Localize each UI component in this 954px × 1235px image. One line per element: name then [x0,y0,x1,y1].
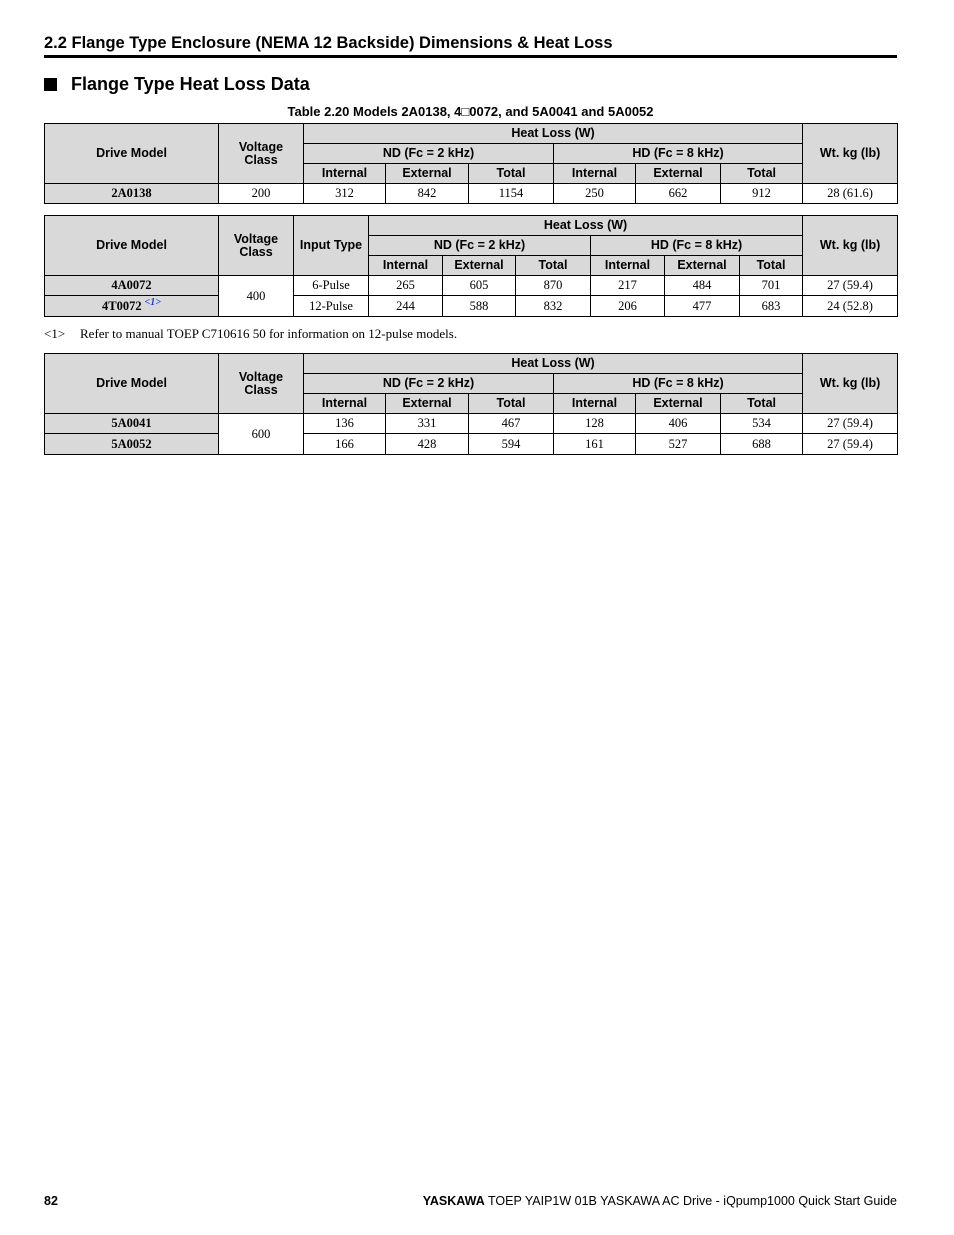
nd-total-cell: 467 [469,414,554,434]
hd-external-cell: 662 [636,184,721,204]
weight-cell: 27 (59.4) [803,276,898,296]
table-row [45,414,898,434]
heat-loss-table-400v [44,215,898,317]
nd-external-cell: 331 [386,414,469,434]
heat-loss-header: Heat Loss (W) [304,124,803,144]
hd-header: HD (Fc = 8 kHz) [591,236,803,256]
nd-total-cell: 832 [516,296,591,317]
hd-total-cell: 912 [721,184,803,204]
page-number: 82 [44,1194,58,1208]
weight-header: Wt. kg (lb) [803,354,898,414]
nd-external-header: External [443,256,516,276]
hd-total-cell: 688 [721,434,803,455]
hd-header: HD (Fc = 8 kHz) [554,374,803,394]
hd-header: HD (Fc = 8 kHz) [554,144,803,164]
nd-external-cell: 588 [443,296,516,317]
hd-external-header: External [636,394,721,414]
footnote-text: Refer to manual TOEP C710616 50 for information on 12-pulse models. [80,326,458,341]
nd-internal-cell: 312 [304,184,386,204]
hd-external-cell: 527 [636,434,721,455]
nd-external-cell: 842 [386,184,469,204]
drive-model-cell: 5A0041 [45,414,219,434]
nd-total-header: Total [469,394,554,414]
hd-internal-cell: 250 [554,184,636,204]
hd-total-cell: 701 [740,276,803,296]
weight-cell: 27 (59.4) [803,434,898,455]
footnote-mark: <1> [44,326,66,341]
heat-loss-table-600v [44,353,898,455]
nd-internal-cell: 136 [304,414,386,434]
hd-internal-cell: 217 [591,276,665,296]
hd-external-cell: 406 [636,414,721,434]
nd-internal-header: Internal [304,164,386,184]
drive-model-cell: 5A0052 [45,434,219,455]
weight-header: Wt. kg (lb) [803,124,898,184]
hd-total-header: Total [740,256,803,276]
nd-total-cell: 870 [516,276,591,296]
table-caption: Table 2.20 Models 2A0138, 4□0072, and 5A0041 and 5A0052 [287,104,654,119]
nd-header: ND (Fc = 2 kHz) [369,236,591,256]
nd-internal-cell: 166 [304,434,386,455]
footer-doc-text: TOEP YAIP1W 01B YASKAWA AC Drive - iQpump1000 Quick Start Guide [488,1194,897,1208]
nd-external-header: External [386,394,469,414]
voltage-class-header: Voltage Class [219,354,304,414]
subheading-text: Flange Type Heat Loss Data [71,74,310,94]
table-row [45,184,898,204]
heat-loss-table-200v [44,123,898,204]
nd-external-cell: 428 [386,434,469,455]
hd-external-header: External [665,256,740,276]
weight-cell: 27 (59.4) [803,414,898,434]
hd-internal-header: Internal [591,256,665,276]
weight-cell: 24 (52.8) [803,296,898,317]
footer-doc-title [423,1194,897,1208]
hd-total-header: Total [721,164,803,184]
voltage-class-header: Voltage Class [219,124,304,184]
nd-header: ND (Fc = 2 kHz) [304,144,554,164]
hd-internal-header: Internal [554,394,636,414]
table-row [45,296,898,317]
nd-external-header: External [386,164,469,184]
voltage-class-header: Voltage Class [219,216,294,276]
nd-total-cell: 594 [469,434,554,455]
hd-total-cell: 534 [721,414,803,434]
hd-internal-cell: 161 [554,434,636,455]
drive-model-header: Drive Model [45,354,219,414]
table-row [45,276,898,296]
footnote [44,326,457,341]
drive-model-cell: 4A0072 [45,276,219,296]
weight-cell: 28 (61.6) [803,184,898,204]
square-bullet-icon [44,78,57,91]
nd-external-cell: 605 [443,276,516,296]
drive-model-cell: 2A0138 [45,184,219,204]
heat-loss-header: Heat Loss (W) [369,216,803,236]
hd-internal-header: Internal [554,164,636,184]
nd-internal-cell: 265 [369,276,443,296]
hd-external-header: External [636,164,721,184]
nd-total-header: Total [469,164,554,184]
nd-total-header: Total [516,256,591,276]
weight-header: Wt. kg (lb) [803,216,898,276]
footnote-ref-link[interactable]: <1> [144,297,161,309]
input-type-cell: 6-Pulse [294,276,369,296]
hd-total-cell: 683 [740,296,803,317]
hd-external-cell: 477 [665,296,740,317]
drive-model-header: Drive Model [45,124,219,184]
voltage-cell: 200 [219,184,304,204]
hd-internal-cell: 206 [591,296,665,317]
voltage-cell: 600 [219,414,304,455]
hd-external-cell: 484 [665,276,740,296]
subheading [44,74,310,94]
nd-total-cell: 1154 [469,184,554,204]
nd-header: ND (Fc = 2 kHz) [304,374,554,394]
hd-total-header: Total [721,394,803,414]
nd-internal-cell: 244 [369,296,443,317]
hd-internal-cell: 128 [554,414,636,434]
section-header: 2.2 Flange Type Enclosure (NEMA 12 Backside) Dimensions & Heat Loss [44,34,897,58]
heat-loss-header: Heat Loss (W) [304,354,803,374]
table-row [45,434,898,455]
voltage-cell: 400 [219,276,294,317]
input-type-cell: 12-Pulse [294,296,369,317]
nd-internal-header: Internal [369,256,443,276]
drive-model-header: Drive Model [45,216,219,276]
nd-internal-header: Internal [304,394,386,414]
input-type-header: Input Type [294,216,369,276]
footer-brand: YASKAWA [422,1194,485,1208]
drive-model-cell: 4T0072 $^{<1>}$ [45,296,219,317]
